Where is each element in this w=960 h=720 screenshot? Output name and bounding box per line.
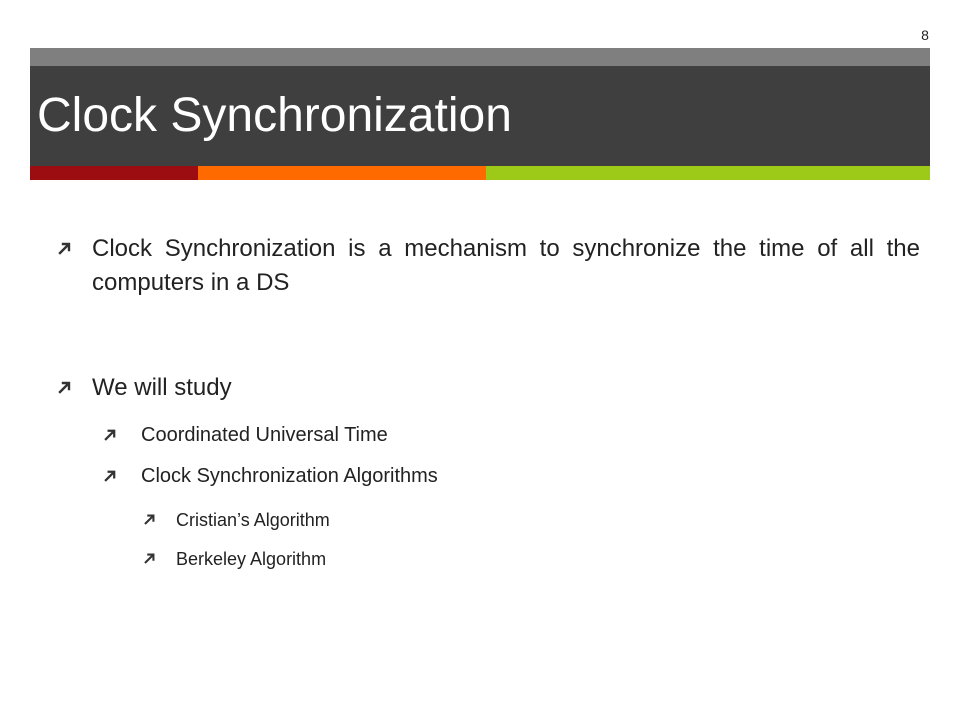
bullet-arrow-icon <box>58 380 72 394</box>
sub-bullet-item-2 <box>104 462 804 490</box>
bullet-text: Cristian’s Algorithm <box>176 510 330 530</box>
bullet-text: Clock Synchronization is a mechanism to synchronize the time of all the computers in a DS <box>92 235 920 296</box>
bullet-item-1 <box>58 232 920 300</box>
bullet-text: We will study <box>92 374 232 401</box>
bullet-arrow-icon <box>104 428 118 442</box>
bullet-arrow-icon <box>58 241 72 255</box>
bullet-arrow-icon <box>144 513 158 527</box>
slide-number: 8 <box>921 27 929 43</box>
sub-sub-bullet-item-2 <box>144 546 744 572</box>
accent-segment-orange <box>198 166 486 180</box>
slide-title: Clock Synchronization <box>37 89 512 142</box>
bullet-item-2 <box>58 371 920 405</box>
bullet-arrow-icon <box>104 469 118 483</box>
bullet-text: Coordinated Universal Time <box>141 424 388 446</box>
accent-segment-green <box>486 166 930 180</box>
bullet-text: Clock Synchronization Algorithms <box>141 465 438 487</box>
header-top-strip <box>30 48 930 66</box>
sub-sub-bullet-item-1 <box>144 507 744 533</box>
sub-bullet-item-1 <box>104 421 804 449</box>
accent-segment-red <box>30 166 198 180</box>
accent-strip <box>30 166 930 180</box>
bullet-arrow-icon <box>144 552 158 566</box>
bullet-text: Berkeley Algorithm <box>176 549 327 569</box>
